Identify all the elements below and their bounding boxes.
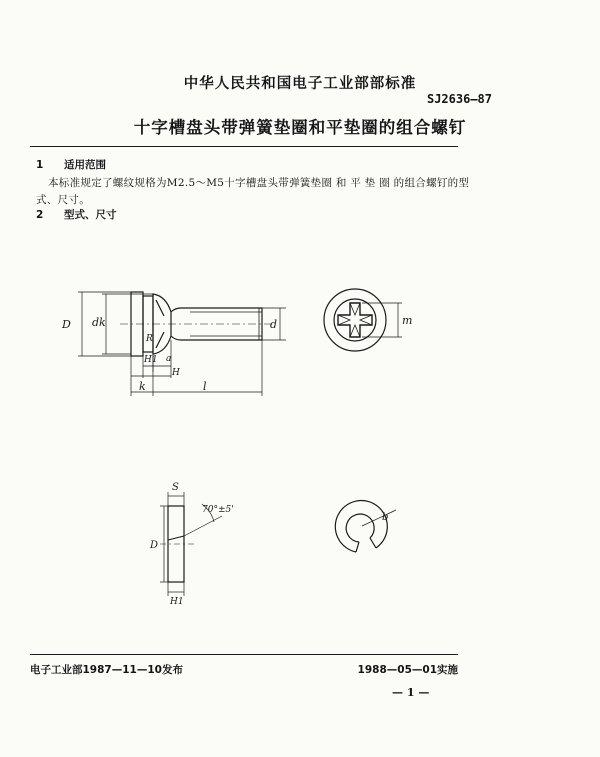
label-D: D <box>62 318 71 331</box>
document-title: 十字槽盘头带弹簧垫圈和平垫圈的组合螺钉 <box>133 118 467 137</box>
label-H1-washer: H1 <box>170 597 184 607</box>
label-H: H <box>172 368 180 378</box>
label-m: m <box>402 314 413 327</box>
label-b: b <box>382 512 389 523</box>
angle-line <box>184 516 222 536</box>
top-view-head-circle <box>334 299 376 341</box>
label-dk: dk <box>92 316 106 329</box>
label-D-washer: D <box>150 540 159 551</box>
top-view-outer-circle <box>324 289 386 351</box>
label-a: a <box>166 354 172 364</box>
washer-split-ends <box>356 538 376 552</box>
spring-washer-top-view <box>335 501 396 552</box>
screw-top-view <box>324 289 402 351</box>
section-1-text-line-2: 式、尺寸。 <box>36 194 90 206</box>
page-number: — 1 — <box>392 686 430 699</box>
label-d: d <box>270 318 278 331</box>
section-1-number: 1 <box>36 159 44 171</box>
section-1-text-line-1: 本标准规定了螺纹规格为M2.5～M5十字槽盘头带弹簧垫圈 和 平 垫 圈 的组合螺钉的型 <box>48 177 470 189</box>
section-1-title: 适用范围 <box>64 159 106 171</box>
section-2-title: 型式、尺寸 <box>64 209 117 221</box>
cross-recess-detail <box>338 303 372 337</box>
label-l: l <box>203 380 207 393</box>
screw-side-view <box>78 292 286 396</box>
issuing-organization: 中华人民共和国电子工业部部标准 <box>183 76 417 92</box>
label-S: S <box>172 482 179 493</box>
spring-washer-split-line <box>168 536 184 540</box>
standard-code: SJ2636—87 <box>426 92 492 106</box>
label-angle: 70°±5' <box>202 505 234 515</box>
label-H1: H1 <box>144 355 158 365</box>
effective-date: 1988—05—01实施 <box>357 664 458 676</box>
label-k: k <box>139 380 146 393</box>
footer-rule <box>30 654 458 655</box>
section-2-number: 2 <box>36 209 44 221</box>
washer-outer-ring <box>335 501 387 552</box>
label-R: R <box>146 334 153 344</box>
dim-b-leader <box>362 510 396 526</box>
issue-date: 电子工业部1987—11—10发布 <box>30 664 183 676</box>
washer-inner-ring <box>346 514 374 542</box>
cross-recess-icon <box>338 303 372 337</box>
